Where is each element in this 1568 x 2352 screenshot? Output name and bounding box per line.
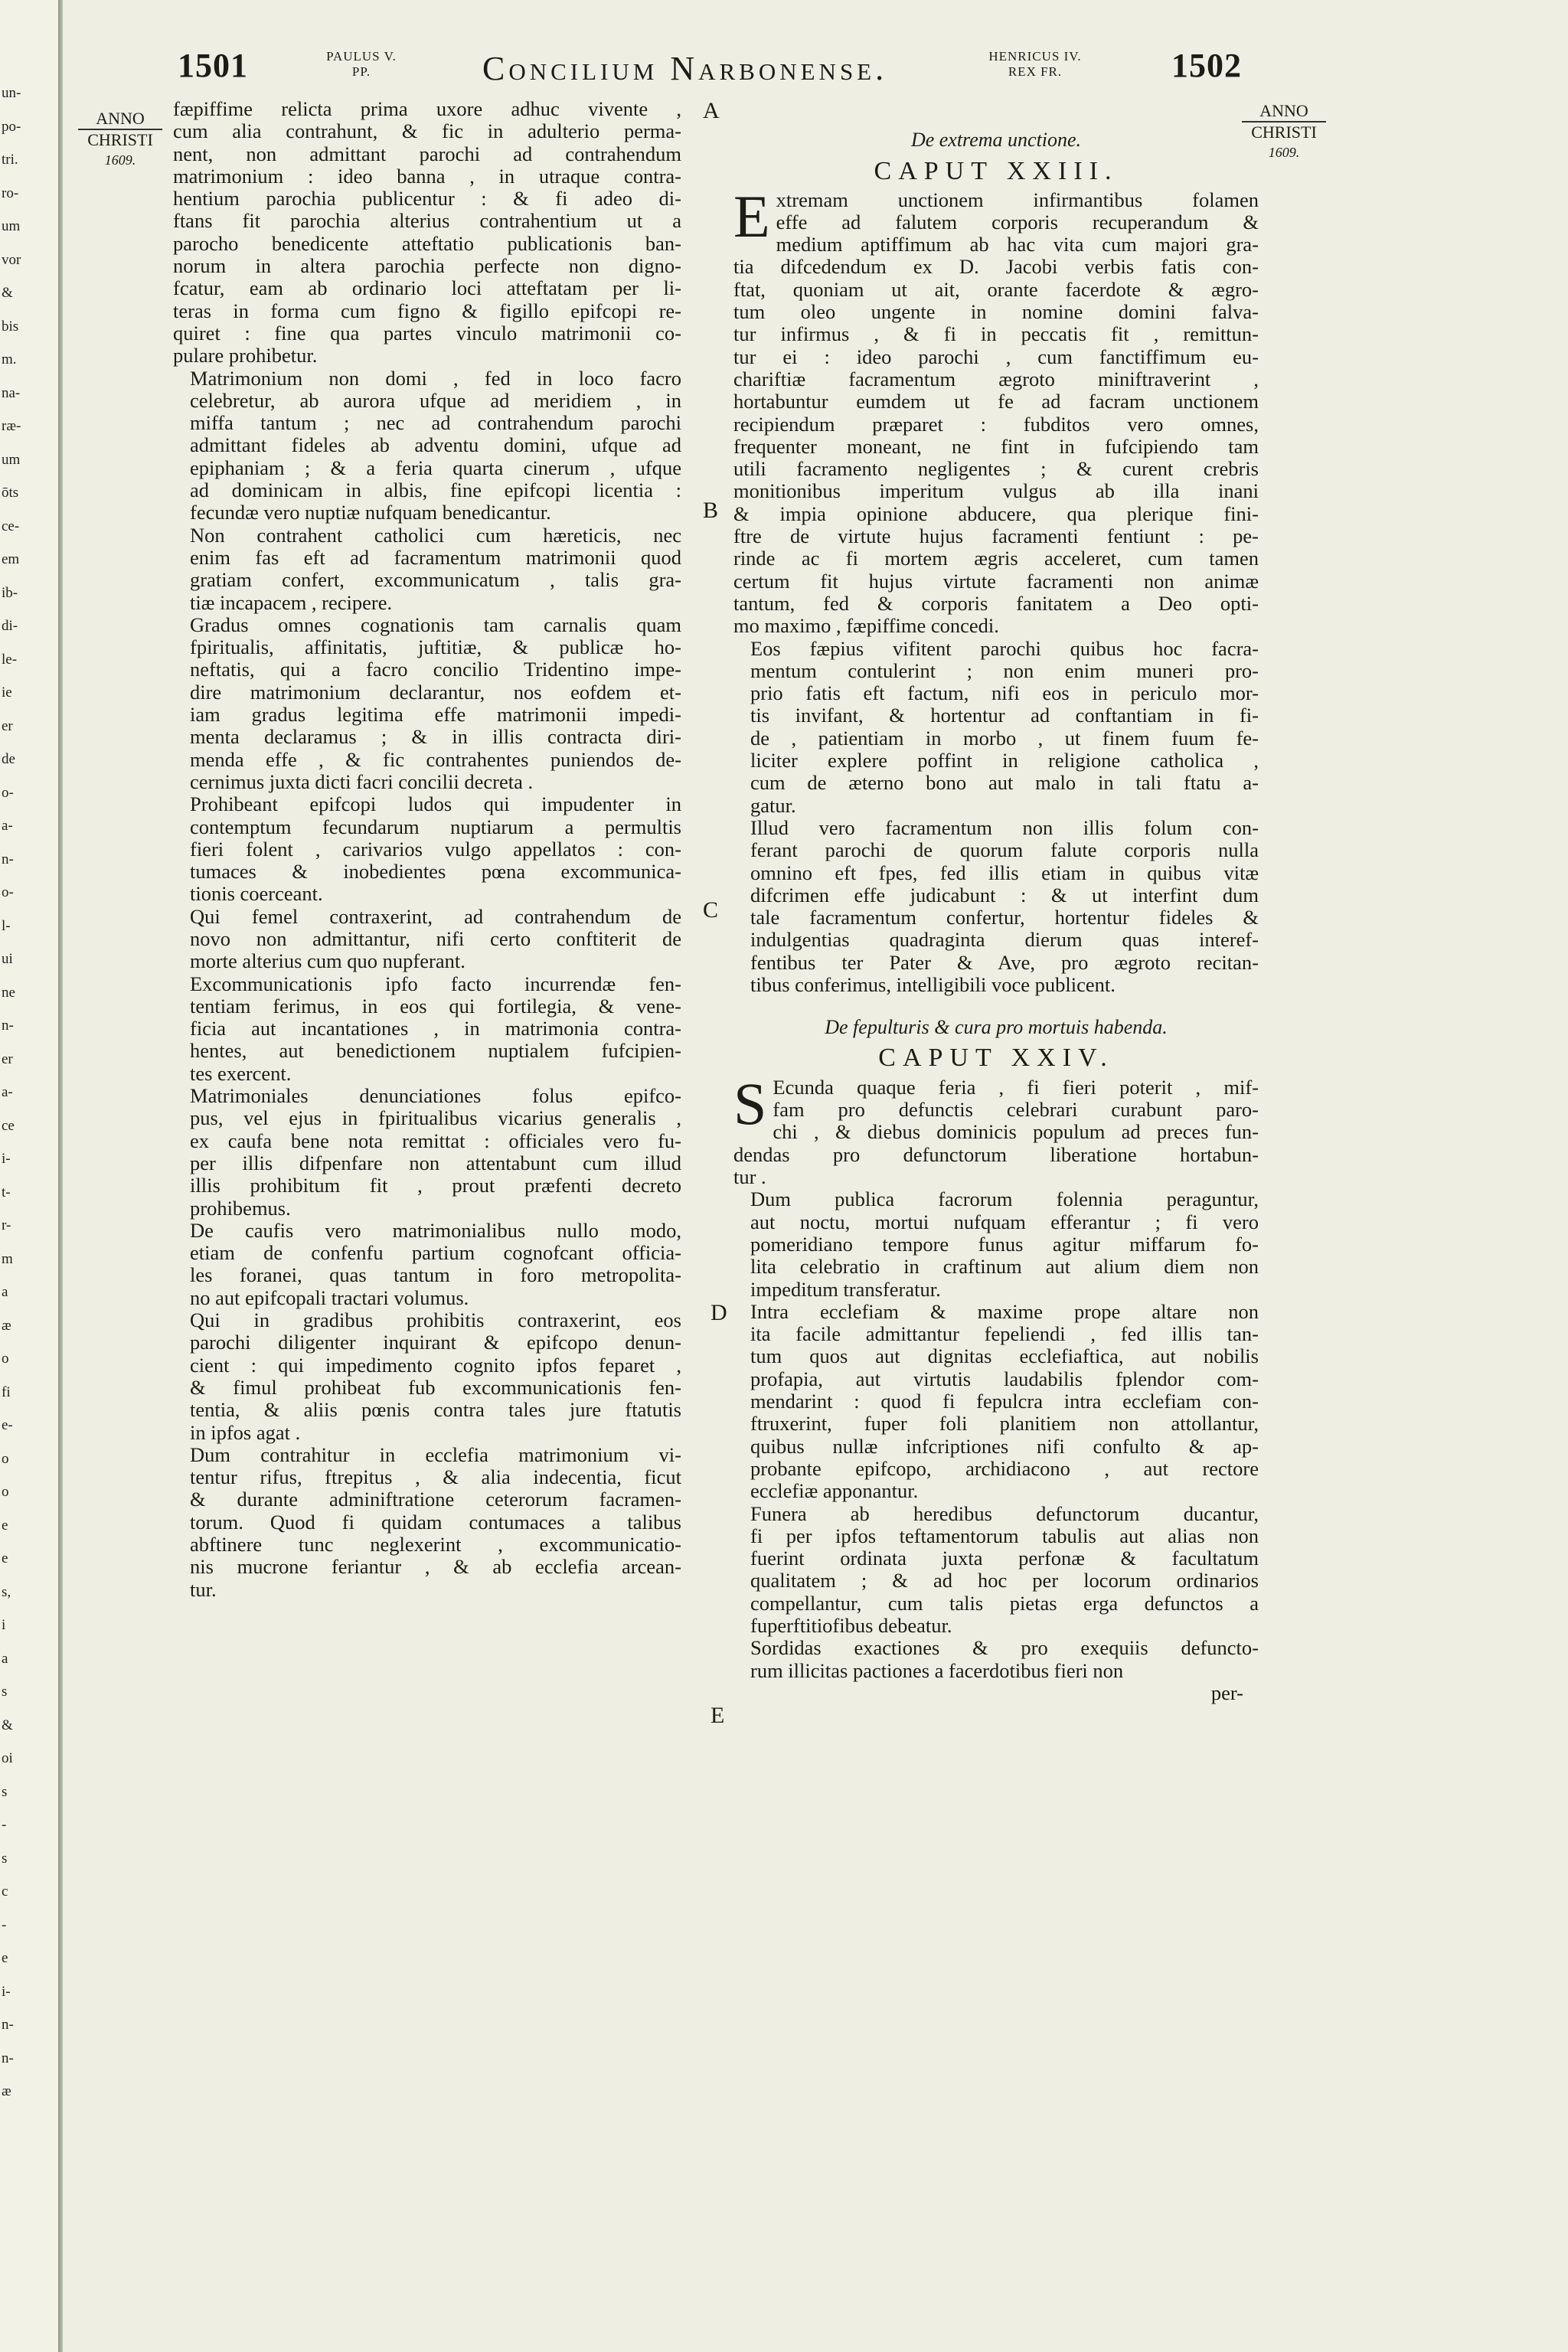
text-line: hentes, aut benedictionem nuptialem fufcipien-: [190, 1039, 681, 1063]
text-line: medium aptiffimum ab hac vita cum majori gra-: [776, 233, 1259, 256]
section-title-burials: De fepulturis & cura pro mortuis habenda.: [825, 1016, 1168, 1039]
text-line: fam pro defunctis celebrari curabunt paro-: [773, 1098, 1259, 1122]
paragraph: [733, 817, 1259, 996]
year-number: 1609.: [104, 152, 136, 168]
facing-page-fragment: &: [2, 1717, 13, 1733]
king-header-line2: REX FR.: [1008, 64, 1063, 79]
text-line: ftre de virtute hujus facramenti fentiunt : pe-: [733, 524, 1259, 548]
paragraph: [173, 368, 681, 524]
text-line: cum de æterno bono aut malo in tali ftatu a-: [750, 771, 1259, 795]
text-line: Illud vero facramentum non illis folum con-: [750, 815, 1259, 839]
text-line: illis prohibitum fit , prout præfenti decreto: [190, 1174, 681, 1197]
pope-header: [308, 49, 415, 80]
text-line: ferant parochi de quorum falute corporis nulla: [750, 838, 1259, 862]
text-line: pomeridiano tempore funus agitur miffarum fo-: [750, 1232, 1259, 1256]
paragraph: [733, 182, 1259, 638]
facing-page-fragment: em: [2, 551, 20, 567]
left-page-number: 1501: [178, 47, 248, 84]
text-line: abftinere tunc neglexerint , excommunicatio-: [190, 1533, 681, 1556]
text-line: epiphaniam ; & a feria quarta cinerum , ufque: [190, 456, 681, 479]
text-line: recipiendum præparet : fubditos vero omnes,: [733, 412, 1259, 436]
facing-page-fragment: a-: [2, 1084, 13, 1100]
year-christi: CHRISTI: [1251, 122, 1317, 142]
text-line: effe ad falutem corporis recuperandum &: [776, 210, 1259, 234]
text-line: no aut epifcopali tractari volumus.: [190, 1285, 469, 1309]
facing-page-fragment: o: [2, 1484, 9, 1500]
facing-page-fragment: vor: [2, 251, 21, 268]
paragraph: [733, 1503, 1259, 1638]
text-line: tur infirmus , & fi in peccatis fit , remittun-: [733, 322, 1259, 346]
text-line: fcatur, eam ab ordinario loci atteftatam per li-: [173, 276, 681, 300]
facing-page-fragment: ui: [2, 951, 13, 967]
text-line: tia difcedendum ex D. Jacobi verbis fatis con-: [733, 255, 1259, 279]
page-title: Concilium Narbonense.: [482, 50, 888, 87]
facing-page-fragment: un-: [2, 85, 21, 101]
text-line: liciter explere poffint in religione catholica ,: [750, 749, 1259, 773]
year-number: 1609.: [1268, 145, 1300, 160]
text-line: celebretur, ab aurora ufque ad meridiem , in: [190, 388, 681, 412]
text-line: & impia opinione abducere, qua plerique fini-: [733, 501, 1259, 525]
text-line: Qui femel contraxerint, ad contrahendum de: [190, 904, 681, 928]
text-line: indulgentias quadraginta dierum quas interef-: [750, 928, 1259, 952]
text-line: tur.: [190, 1577, 217, 1601]
facing-page-fragment: ib-: [2, 584, 18, 601]
drop-cap-s: S: [733, 1070, 767, 1137]
text-line: chi , & diebus dominicis populum ad preces fun-: [773, 1120, 1259, 1144]
left-text-column: [173, 98, 681, 1601]
text-line: matrimonium : ideo banna , in utraque contra-: [173, 164, 681, 188]
text-line: omnino eft fpes, fed illis etiam in quibus vitæ: [750, 861, 1259, 884]
paragraph: [733, 1637, 1259, 1682]
text-line: fieri folent , carivarios vulgo appellatos : con-: [190, 837, 681, 861]
facing-page-fragment: fi: [2, 1383, 11, 1400]
text-line: novo non admittantur, nifi certo conftiterit de: [190, 926, 681, 950]
facing-page-fragment: o-: [2, 784, 14, 801]
text-line: morte alterius cum quo nupferant.: [190, 949, 466, 973]
facing-page-fragment: ce-: [2, 518, 20, 534]
text-line: nent, non admittant parochi ad contrahendum: [173, 142, 681, 165]
paragraph: [173, 1309, 681, 1444]
text-line: lita celebratio in craftinum aut alium diem non: [750, 1255, 1259, 1279]
paragraph: [733, 1070, 1259, 1189]
facing-page-fragment: e: [2, 1950, 8, 1966]
text-line: qualitatem ; & ad hoc per locorum ordinarios: [750, 1569, 1259, 1592]
text-line: nis mucrone feriantur , & ab ecclefia arcean-: [190, 1555, 681, 1579]
text-line: Gradus omnes cognationis tam carnalis quam: [190, 612, 681, 636]
text-line: ftat, quoniam ut ait, orante facerdote & ægro-: [733, 277, 1259, 301]
text-line: hortabuntur eumdem ut fe ad facram unctionem: [733, 390, 1259, 413]
text-line: Dum contrahitur in ecclefia matrimonium vi-: [190, 1442, 681, 1466]
text-line: menta declaramus ; & in illis contracta diri-: [190, 725, 681, 749]
facing-page-fragment: e-: [2, 1417, 13, 1433]
facing-page-fragment: ro-: [2, 185, 19, 201]
paragraph: [733, 638, 1259, 817]
text-line: enim fas eft ad facramentum matrimonii quod: [190, 545, 681, 569]
text-line: dire matrimonium declarantur, nos eofdem et-: [190, 680, 681, 704]
facing-page-fragment: s,: [2, 1583, 11, 1600]
text-line: Excommunicationis ipfo facto incurrendæ fen-: [190, 972, 681, 995]
section-title-extreme-unction: De extrema unctione.: [910, 129, 1082, 151]
text-line: tum quos aut dignitas ecclefiaftica, aut nobilis: [750, 1344, 1259, 1368]
year-anno: ANNO: [1242, 101, 1326, 122]
text-line: pus, vel ejus in fpiritualibus vicarius generalis ,: [190, 1106, 681, 1130]
text-line: Dum publica facrorum folennia peraguntur,: [750, 1187, 1259, 1211]
text-line: gratiam confert, excommunicatum , talis gra-: [190, 568, 681, 592]
text-line: Non contrahent catholici cum hæreticis, nec: [190, 523, 681, 547]
section-marker-c: C: [703, 897, 719, 923]
right-text-column: [733, 129, 1259, 1704]
facing-page-fragment: t-: [2, 1184, 11, 1200]
facing-page-edge: [0, 0, 60, 2352]
text-line: menda effe , & fic contrahentes puniendos de-: [190, 747, 681, 771]
text-line: tentiam ferimus, in eos qui fortilegia, & vene-: [190, 994, 681, 1018]
section-marker-d: D: [710, 1300, 727, 1325]
text-line: les foranei, quas tantum in foro metropolita-: [190, 1263, 681, 1287]
text-line: xtremam unctionem infirmantibus folamen: [776, 188, 1259, 211]
facing-page-fragment: o-: [2, 884, 14, 900]
book-page: [63, 0, 1568, 2352]
text-line: tes exercent.: [190, 1061, 292, 1085]
text-line: profapia, aut virtutis laudabilis fplendor com-: [750, 1367, 1259, 1390]
text-line: fentibus ter Pater & Ave, pro ægroto recitan-: [750, 950, 1259, 974]
year-christi: CHRISTI: [87, 130, 153, 149]
year-anno: ANNO: [78, 109, 162, 130]
text-line: rum illicitas pactiones a facerdotibus fieri non: [750, 1658, 1124, 1682]
text-line: tentur rifus, ftrepitus , & alia indecentia, ficut: [190, 1465, 681, 1489]
facing-page-fragment: &: [2, 285, 13, 301]
text-line: Funera ab heredibus defunctorum ducantur,: [750, 1501, 1259, 1525]
drop-cap-e: E: [733, 182, 770, 250]
text-line: cernimus juxta dicti facri concilii decreta .: [190, 769, 534, 793]
text-line: & durante adminiftratione ceterorum facramen-: [190, 1488, 681, 1511]
text-line: tur ei : ideo parochi , cum fanctiffimum eu-: [733, 345, 1259, 368]
facing-page-fragment: n-: [2, 2017, 14, 2033]
section-marker-e: E: [710, 1703, 725, 1728]
facing-page-fragment: i-: [2, 1983, 11, 2000]
text-line: tentia, & aliis pœnis contra tales jure ftatutis: [190, 1398, 681, 1422]
text-line: ftruxerint, fuper foli planitiem non attollantur,: [750, 1412, 1259, 1436]
text-line: fæpiffime relicta prima uxore adhuc vivente ,: [173, 97, 681, 120]
text-line: torum. Quod fi quidam contumaces a talibus: [190, 1510, 681, 1534]
facing-page-fragment: e: [2, 1517, 8, 1534]
text-line: de , patientiam in morbo , ut finem fuum fe-: [750, 726, 1259, 750]
paragraph: [173, 98, 681, 368]
king-header: [966, 49, 1104, 80]
king-header-line1: HENRICUS IV.: [988, 49, 1082, 64]
facing-page-fragment: s: [2, 1783, 8, 1800]
text-line: in ipfos agat .: [190, 1420, 301, 1444]
text-line: teras in forma cum figno & figillo epifcopi re-: [173, 299, 681, 322]
text-line: tiæ incapacem , recipere.: [190, 590, 393, 614]
facing-page-fragment: um: [2, 451, 21, 468]
text-line: fecundæ vero nuptiæ nufquam benedicantur.: [190, 501, 551, 524]
facing-page-fragment: ie: [2, 684, 12, 701]
text-line: Eos fæpius vifitent parochi quibus hoc facra-: [750, 636, 1259, 660]
text-line: ftans fit parochia alterius contrahentium ut a: [173, 209, 681, 233]
pope-header-line2: PP.: [351, 64, 371, 79]
text-line: quiret : fine qua partes vinculo matrimonii co-: [173, 321, 681, 345]
text-line: admittant fideles ab adventu domini, ufque ad: [190, 433, 681, 457]
paragraph: [173, 614, 681, 793]
text-line: fuerint ordinata juxta perfonæ & facultatum: [750, 1547, 1259, 1570]
text-line: Matrimoniales denunciationes folus epifco-: [190, 1084, 681, 1108]
text-line: tibus conferimus, intelligibili voce publicent.: [750, 972, 1116, 996]
text-line: fi per ipfos teftamentorum tabulis aut alias non: [750, 1524, 1259, 1547]
paragraph: [173, 524, 681, 614]
facing-page-fragment: ræ-: [2, 418, 21, 434]
text-line: mo maximo , fæpiffime concedi.: [733, 614, 999, 638]
facing-page-fragment: r-: [2, 1217, 11, 1233]
text-line: impeditum transferatur.: [750, 1277, 941, 1301]
text-line: ita facile admittantur fepeliendi , fed illis tan-: [750, 1322, 1259, 1346]
text-line: parochi diligenter inquirant & epifcopo denun-: [190, 1331, 681, 1354]
facing-page-fragment: le-: [2, 651, 18, 668]
text-line: utili facramento negligentes ; & curent crebris: [733, 457, 1259, 481]
paragraph: [173, 1444, 681, 1601]
paragraph: [173, 1220, 681, 1309]
text-line: & fimul prohibeat fub excommunicationis fen-: [190, 1375, 681, 1399]
text-line: ex caufa bene nota remittat : officiales vero fu-: [190, 1129, 681, 1152]
facing-page-fragment: po-: [2, 118, 21, 135]
facing-page-fragment: i: [2, 1617, 6, 1633]
facing-page-fragment: n-: [2, 1018, 14, 1034]
facing-page-fragment: -: [2, 1916, 7, 1933]
text-line: tumaces & inobedientes pœna excommunica-: [190, 860, 681, 884]
text-line: monitionibus imperitum vulgus ab illa inani: [733, 479, 1259, 503]
facing-page-fragment: æ: [2, 2083, 11, 2099]
text-line: tantum, fed & corporis fanitatem a Deo opti-: [733, 591, 1259, 615]
facing-page-fragment: na-: [2, 384, 21, 401]
text-line: Prohibeant epifcopi ludos qui impudenter in: [190, 792, 681, 816]
paragraph: [733, 1188, 1259, 1300]
facing-page-fragment: tri.: [2, 152, 18, 168]
text-line: contemptum fecundarum nuptiarum a permultis: [190, 815, 681, 838]
facing-page-fragment: o: [2, 1351, 9, 1367]
paragraph: [173, 1085, 681, 1220]
facing-page-fragment: ōts: [2, 485, 19, 501]
facing-page-fragment: l-: [2, 917, 11, 934]
facing-page-fragment: o: [2, 1450, 9, 1467]
margin-year-left: [78, 109, 162, 170]
facing-page-fragment: s: [2, 1684, 8, 1700]
facing-page-fragment: de: [2, 751, 15, 767]
text-line: miffa tantum ; nec ad contrahendum parochi: [190, 411, 681, 435]
text-line: tale facramentum confertur, hortentur fideles &: [750, 906, 1259, 929]
catchword: per-: [1210, 1681, 1243, 1704]
text-line: ecclefiæ apponantur.: [750, 1479, 919, 1503]
facing-page-fragment: um: [2, 218, 21, 234]
text-line: quibus nullæ infcriptiones nifi confulto & ap-: [750, 1434, 1259, 1458]
text-line: prohibemus.: [190, 1196, 291, 1220]
text-line: fuperftitiofibus debeatur.: [750, 1614, 952, 1637]
text-line: norum in altera parochia perfecte non digno-: [173, 254, 681, 278]
text-line: cum alia contrahunt, & fic in adulterio perma-: [173, 119, 681, 143]
text-line: Sordidas exactiones & pro exequiis defuncto-: [750, 1636, 1259, 1660]
paragraph: [173, 973, 681, 1085]
text-line: probante epifcopo, archidiacono , aut rectore: [750, 1456, 1259, 1480]
text-line: De caufis vero matrimonialibus nullo modo,: [190, 1218, 681, 1242]
text-line: compellantur, cum talis pietas erga defunctos a: [750, 1591, 1259, 1615]
text-line: Ecunda quaque feria , fi fieri poterit , mif-: [773, 1075, 1259, 1099]
facing-page-fragment: i-: [2, 1151, 11, 1167]
paragraph: [173, 906, 681, 973]
text-line: frequenter moneant, ne fint in fufcipiendo tam: [733, 434, 1259, 458]
text-line: mentum contulerint ; non enim muneri pro-: [750, 658, 1259, 682]
text-line: iam gradus legitima effe matrimonii impedi-: [190, 703, 681, 727]
text-line: fpiritualis, affinitatis, juftitiæ, & publicæ ho-: [190, 635, 681, 659]
facing-page-fragment: -: [2, 1817, 7, 1833]
facing-page-fragment: di-: [2, 618, 18, 634]
text-line: aut noctu, mortui nufquam efferantur ; fi vero: [750, 1210, 1259, 1233]
facing-page-fragment: bis: [2, 318, 19, 335]
text-line: etiam de confenfu partium cognofcant officia-: [190, 1241, 681, 1265]
facing-page-fragment: oi: [2, 1750, 13, 1766]
facing-page-fragment: er: [2, 717, 13, 734]
facing-page-fragment: c: [2, 1883, 8, 1900]
text-line: neftatis, qui a facro concilio Tridentino impe-: [190, 658, 681, 681]
text-line: Intra ecclefiam & maxime prope altare non: [750, 1299, 1259, 1323]
text-line: cient : qui impedimento cognito ipfos feparet ,: [190, 1353, 681, 1377]
text-line: ficia aut incantationes , in matrimonia contra-: [190, 1017, 681, 1040]
facing-page-fragment: m.: [2, 351, 17, 368]
facing-page-fragment: ce: [2, 1117, 15, 1134]
text-line: certum fit hujus virtute facramenti non animæ: [733, 569, 1259, 593]
facing-page-fragment: er: [2, 1050, 13, 1067]
right-page-number: 1502: [1171, 47, 1242, 84]
text-line: rinde ac fi mortem ægris acceleret, cum tamen: [733, 547, 1259, 570]
text-line: prio fatis eft factum, nifi eos in periculo mor-: [750, 681, 1259, 705]
paragraph: [173, 793, 681, 905]
paragraph: [733, 1301, 1259, 1503]
facing-page-fragment: n-: [2, 2050, 14, 2066]
chapter-heading-xxiii: CAPUT XXIII.: [874, 157, 1119, 186]
facing-page-fragment: ne: [2, 984, 15, 1001]
text-line: gatur.: [750, 793, 796, 817]
facing-page-fragment: a-: [2, 818, 13, 834]
section-marker-a: A: [703, 98, 720, 123]
facing-page-fragment: n-: [2, 851, 14, 867]
pope-header-line1: PAULUS V.: [326, 49, 397, 64]
text-line: Qui in gradibus prohibitis contraxerint, eos: [190, 1308, 681, 1332]
facing-page-fragment: æ: [2, 1317, 11, 1334]
text-line: tis invifant, & hortentur ad conftantiam in fi-: [750, 704, 1259, 727]
chapter-heading-xxiv: CAPUT XXIV.: [878, 1043, 1114, 1072]
text-line: tionis coerceant.: [190, 882, 323, 906]
text-line: dendas pro defunctorum liberatione hortabun-: [733, 1142, 1259, 1166]
section-marker-b: B: [703, 498, 719, 523]
facing-page-fragment: e: [2, 1550, 8, 1566]
facing-page-fragment: a: [2, 1284, 8, 1300]
text-line: tum oleo ungente in nomine domini falva-: [733, 300, 1259, 324]
facing-page-fragment: s: [2, 1850, 8, 1867]
facing-page-fragment: a: [2, 1650, 8, 1667]
text-line: Matrimonium non domi , fed in loco facro: [190, 366, 681, 390]
text-line: hentium parochia publicentur : & fi adeo di-: [173, 187, 681, 211]
text-line: chariftiæ facramentum ægroto miniftraverint ,: [733, 367, 1259, 390]
text-line: per illis difpenfare non attentabunt cum illud: [190, 1151, 681, 1174]
text-line: mendarint : quod fi fepulcra intra ecclefiam con-: [750, 1390, 1259, 1413]
text-line: ad dominicam in albis, fine epifcopi licentia :: [190, 479, 681, 502]
text-line: parocho benedicente atteftatio publicationis ban-: [173, 231, 681, 255]
text-line: pulare prohibetur.: [173, 344, 318, 368]
text-line: tur .: [733, 1165, 766, 1189]
text-line: difcrimen effe judicabunt : & ut interfint dum: [750, 883, 1259, 906]
facing-page-fragment: m: [2, 1250, 13, 1267]
